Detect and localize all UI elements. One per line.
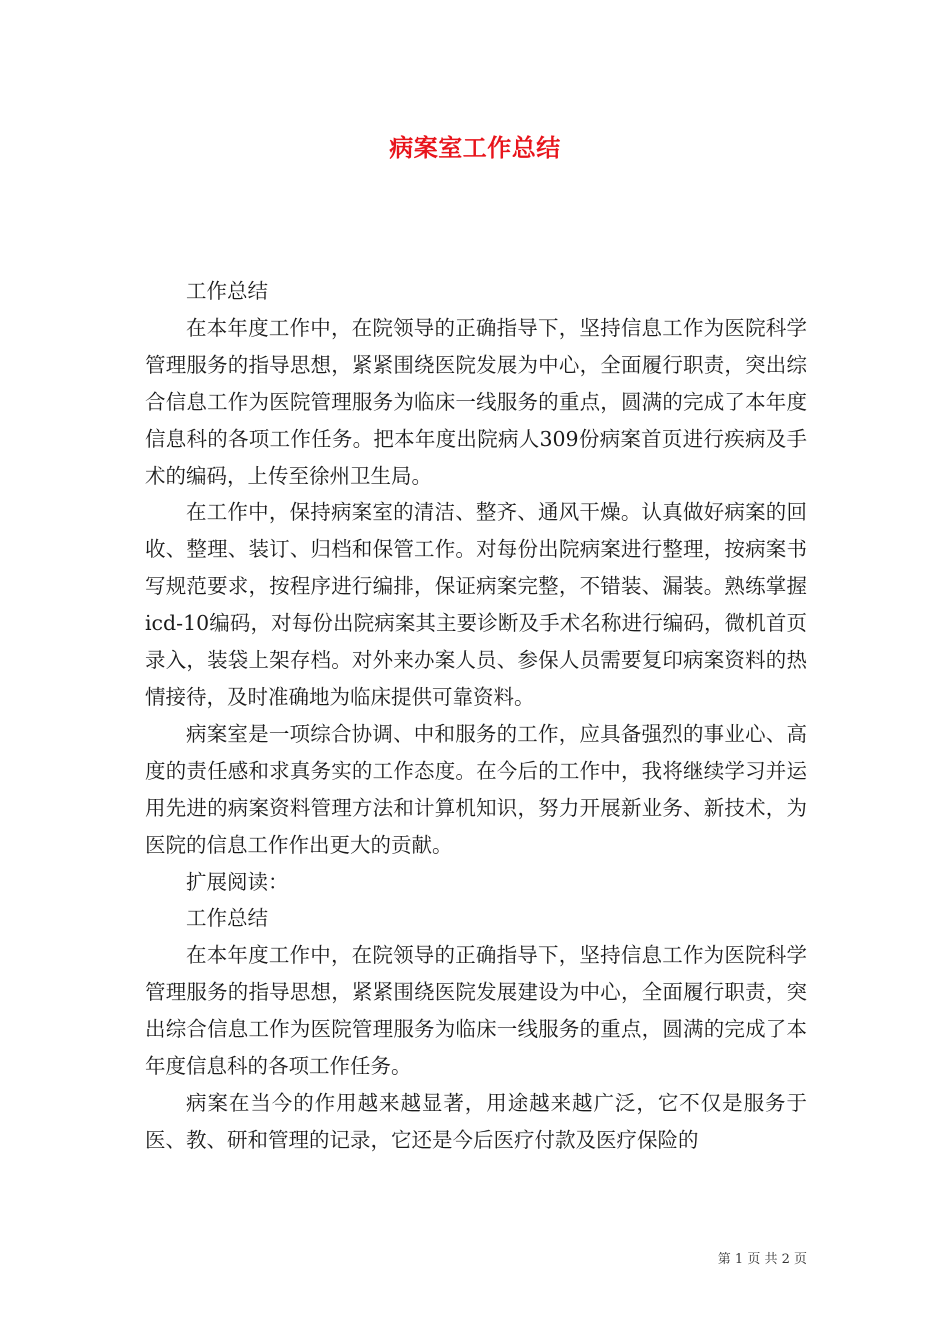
paragraph: 在工作中，保持病案室的清洁、整齐、通风干燥。认真做好病案的回收、整理、装订、归档和保管工作。对每份出院病案进行整理，按病案书写规范要求，按程序进行编排，保证病案完整，不错装、漏装。熟练掌握icd-10编码，对每份出院病案其主要诊断及手术名称进行编码，微机首页录入，装袋上架存档。对外来办案人员、参保人员需要复印病案资料的热情接待，及时准确地为临床提供可靠资料。 (145, 500, 807, 709)
page-title: 病案室工作总结 (389, 133, 561, 162)
section-heading: 工作总结 (186, 906, 268, 931)
page-number: 第 1 页 共 2 页 (717, 1252, 807, 1267)
paragraph: 病案在当今的作用越来越显著，用途越来越广泛，它不仅是服务于医、教、研和管理的记录，它还是今后医疗付款及医疗保险的 (145, 1090, 807, 1152)
extended-reading-label: 扩展阅读： (186, 869, 289, 894)
paragraph: 病案室是一项综合协调、中和服务的工作，应具备强烈的事业心、高度的责任感和求真务实的工作态度。在今后的工作中，我将继续学习并运用先进的病案资料管理方法和计算机知识，努力开展新业务、新技术，为医院的信息工作作出更大的贡献。 (145, 721, 807, 857)
section-heading: 工作总结 (186, 279, 268, 303)
document-body (145, 273, 807, 1159)
paragraph: 在本年度工作中，在院领导的正确指导下，坚持信息工作为医院科学管理服务的指导思想，紧紧围绕医院发展建设为中心，全面履行职责，突出综合信息工作为医院管理服务为临床一线服务的重点，圆满的完成了本年度信息科的各项工作任务。 (145, 943, 807, 1079)
paragraph: 在本年度工作中，在院领导的正确指导下，坚持信息工作为医院科学管理服务的指导思想，紧紧围绕医院发展为中心，全面履行职责，突出综合信息工作为医院管理服务为临床一线服务的重点，圆满的完成了本年度信息科的各项工作任务。把本年度出院病人309份病案首页进行疾病及手术的编码，上传至徐州卫生局。 (145, 315, 807, 488)
